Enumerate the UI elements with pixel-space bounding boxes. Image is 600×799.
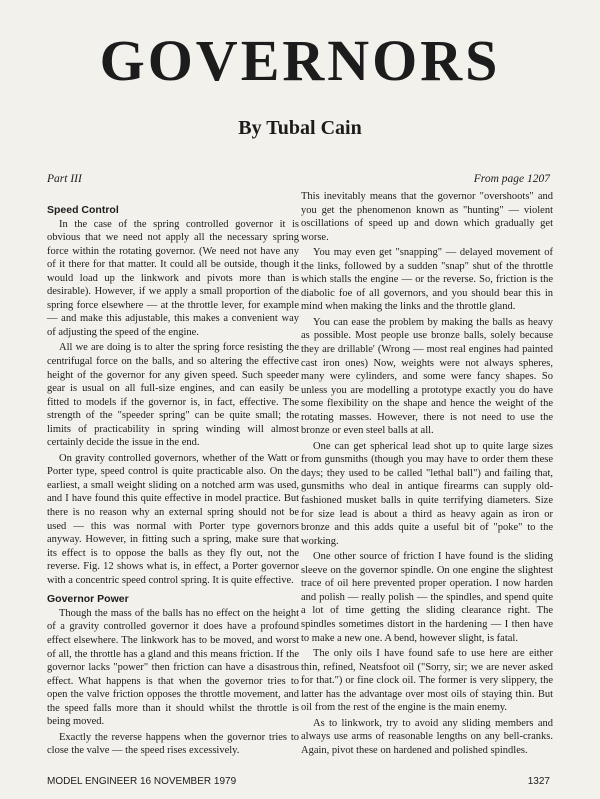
paragraph: One other source of friction I have found is the sliding sleeve on the governor spindle. On one engine the slightest trace of oil here prevented proper operation. I now harden and polish — really polish — the spindles, and spend quite a lot of time getting the sliding clearance right. The spindles sometimes distort in the hardening — I then have to make a new one. A bend, however slight, is fatal. [301, 551, 553, 644]
paragraph: As to linkwork, try to avoid any sliding members and always use arms of reasonable lengths on any bell-cranks. Again, pivot these on hardened and polished spindles. [301, 717, 553, 756]
paragraph: You may even get "snapping" — delayed movement of the links, followed by a sudden "snap" shut of the throttle which stalls the engine — or the reverse. So, friction is the diabolic foe of all governors, and you should bear this in mind when making the links and the throttle gland. [301, 247, 553, 313]
article-title: GOVERNORS [99, 28, 501, 93]
author-byline: By Tubal Cain [238, 117, 362, 139]
paragraph: Exactly the reverse happens when the governor tries to close the valve — the speed rises excessively. [47, 731, 299, 757]
paragraph: All we are doing is to alter the spring force resisting the centrifugal force on the balls, and so altering the effective height of the governor for any given speed. Such speeder gear is usual on all full-size engines, and can easily be fitted to models if the governor is, in fact, effective. The strength of the "speeder spring" can be quite small; the limits of practicability in spring winding will almost certainly decide the issue in the end. [47, 342, 299, 449]
paragraph: On gravity controlled governors, whether of the Watt or Porter type, speed control is quite practicable also. On the earliest, a small weight sliding on a notched arm was used, and I have found this quite effective in model practice. But there is no reason why an external spring should not be used — this was normal with Porter type governors anyway. However, in fitting such a spring, make sure that its effect is to oppose the balls as they fly out, not the reverse. Fig. 12 shows what is, in effect, a Porter governor with a concentric speed control spring. It is quite effective. [47, 452, 299, 586]
left-column [47, 190, 299, 760]
paragraph: In the case of the spring controlled governor it is obvious that we need not apply all the necessary spring force within the rotating governor. (We need not have any of it there for that matter. It could all be outside, though it would load up the linkwork and pivots more than is desirable). However, if we apply a small proportion of the spring force elsewhere — at the throttle lever, for example — and make this adjustable, this makes a convenient way of adjusting the speed of the engine. [47, 218, 299, 338]
part-label: Part III [47, 173, 82, 185]
paragraph: This inevitably means that the governor "overshoots" and you get the phenomenon known as "hunting" — violent oscillations of speed up and down which gradually get worse. [301, 191, 553, 243]
section-heading-speed-control: Speed Control [47, 204, 119, 216]
section-heading-governor-power: Governor Power [47, 593, 129, 606]
page-number: 1327 [527, 776, 550, 787]
continued-from-label: From page 1207 [473, 173, 550, 185]
paragraph: One can get spherical lead shot up to quite large sizes from gunsmiths (though you may have to order them these days; they used to be called "lethal ball") and failing that, gunsmiths who deal in antique firearms can supply old-fashioned musket balls in quite terrifying diameters. Size for size lead is about a third as heavy again as iron or bronze and this adds quite a useful bit of "poke" to the working. [301, 440, 553, 547]
paragraph: Though the mass of the balls has no effect on the height of a gravity controlled governor it does have a profound effect elsewhere. The linkwork has to be moved, and worst of all, the throttle has a gland and this means friction. If the governor lacks "power" then friction can have a disastrous effect. What happens is that when the governor tries to open the valve friction opposes the throttle movement, and the speed falls more than it should whilst the throttle is being moved. [47, 607, 299, 728]
publication-info: MODEL ENGINEER 16 NOVEMBER 1979 [47, 776, 237, 787]
page-footer [47, 776, 550, 787]
paragraph: The only oils I have found safe to use here are either thin, refined, Neatsfoot oil ("Sorry, sir; we are never asked for that.") or fine clock oil. The former is very slippery, the latter has the advantage over most oils of staying thin. But oil from the rest of the engine is the main enemy. [301, 648, 553, 714]
right-column [301, 190, 553, 759]
paragraph: You can ease the problem by making the balls as heavy as possible. Most people use bronze balls, solely because they are drillable' (Wrong — most real engines had painted cast iron ones) Now, weights were not always spheres, many were cylinders, and some were fancy shapes. So unless you are modelling a prototype exactly you do have some flexibility on the shape and hence the weight of the rotating masses. However, there is not need to use the bronze or even steel balls at all. [301, 316, 553, 437]
